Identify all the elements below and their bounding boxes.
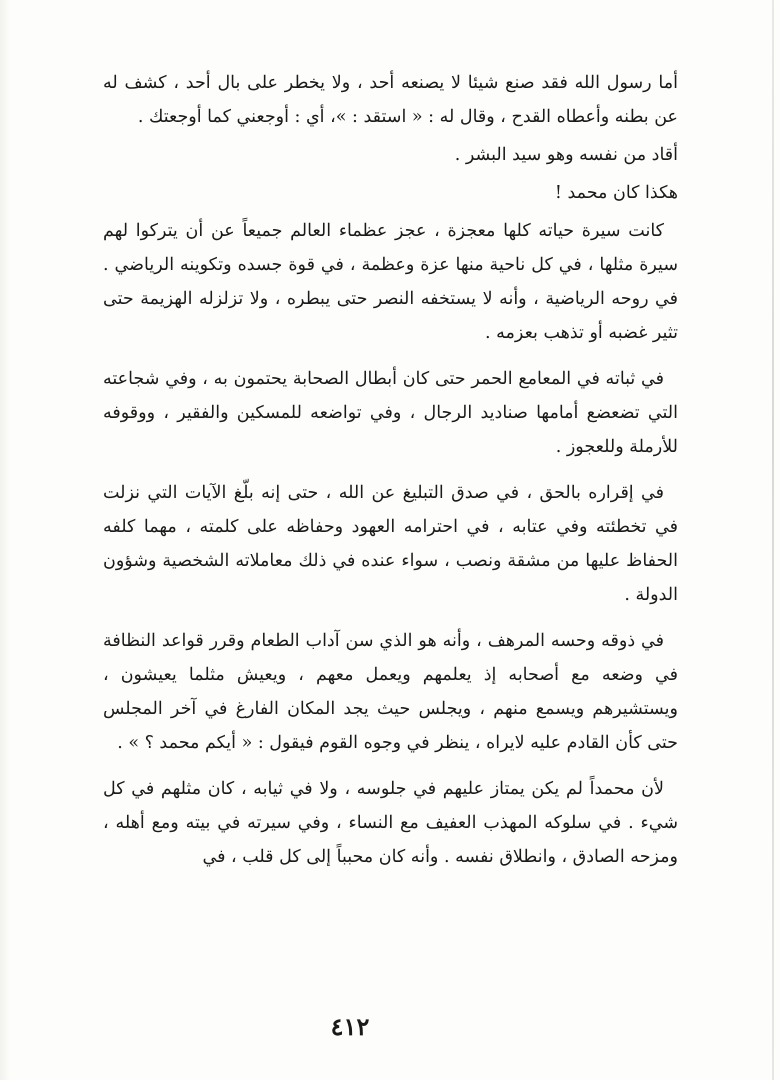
paragraph-truthfulness: في إقراره بالحق ، في صدق التبليغ عن الله ، حتى إنه بلّغ الآيات التي نزلت في تخطئته وفي عتابه ، في احترامه العهود وحفاظه على كلمته ، مهما كلفه الحفاظ عليها من مشقة ونصب ، سواء عنده في ذلك معاملاته الشخصية وشؤون الدولة .: [103, 483, 678, 605]
body-text: [103, 66, 678, 874]
page-number: ٤١٢: [330, 1012, 370, 1041]
paragraph-thus-was-muhammad: هكذا كان محمد !: [554, 183, 678, 203]
paragraph-life-a-miracle: كانت سيرة حياته كلها معجزة ، عجز عظماء العالم جميعاً عن أن يتركوا لهم سيرة مثلها ، في كل ناحية منها عزة وعظمة ، في قوة جسده وتكوينه الرياضي . في روحه الرياضية ، وأنه لا يستخفه النصر حتى يبطره ، ولا تزلزله الهزيمة حتى تثير غضبه أو تذهب بعزمه .: [103, 221, 678, 343]
paragraph-refined-taste: في ذوقه وحسه المرهف ، وأنه هو الذي سن آداب الطعام وقرر قواعد النظافة في وضعه مع أصحابه إذ يعلمهم ويعمل معهم ، ويعيش مثلما يعيشون ، ويستشيرهم ويسمع منهم ، ويجلس حيث يجد المكان الفارغ في آخر المجلس حتى كأن القادم عليه لايراه ، ينظر في وجوه القوم فيقول : « أيكم محمد ؟ » .: [103, 631, 678, 753]
paragraph-like-them: لأن محمداً لم يكن يمتاز عليهم في جلوسه ، ولا في ثيابه ، كان مثلهم في كل شيء . في سلوكه المهذب العفيف مع النساء ، وفي سيرته في بيته ومع أهله ، ومزحه الصادق ، وانطلاق نفسه . وأنه كان محبباً إلى كل قلب ، في: [103, 779, 678, 867]
page-right-edge-line: [772, 0, 774, 1080]
paragraph-steadfastness: في ثباته في المعامع الحمر حتى كان أبطال الصحابة يحتمون به ، وفي شجاعته التي تضعضع أمامها صناديد الرجال ، وفي تواضعه للمسكين والفقير ، ووقوفه للأرملة وللعجوز .: [103, 369, 678, 457]
page-left-edge-shadow: [0, 0, 10, 1080]
paragraph-master-of-mankind: أقاد من نفسه وهو سيد البشر .: [454, 145, 678, 165]
paragraph-retaliation: أما رسول الله فقد صنع شيئا لا يصنعه أحد ، ولا يخطر على بال أحد ، كشف له عن بطنه وأعطاه القدح ، وقال له : « استقد : »، أي : أوجعني كما أوجعتك .: [103, 73, 678, 127]
